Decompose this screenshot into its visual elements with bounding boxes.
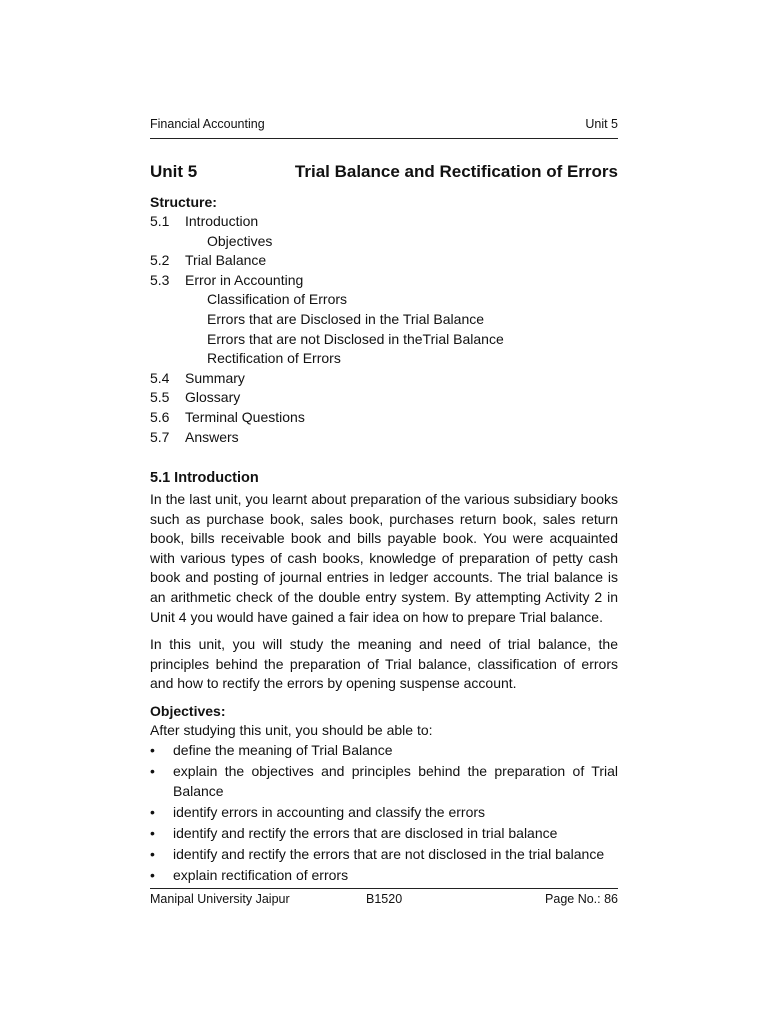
toc-item-number: 5.2: [150, 252, 170, 269]
toc-item-text: Trial Balance: [185, 252, 267, 269]
objective-item: [150, 845, 618, 865]
toc-subitem: [150, 310, 618, 330]
toc-item-text: Glossary: [185, 389, 241, 406]
bullet-icon: •: [150, 866, 155, 883]
objective-text: explain rectification of errors: [173, 866, 349, 883]
toc-item-number: 5.4: [150, 369, 170, 386]
toc-item-text: Objectives: [207, 232, 273, 249]
objective-item: [150, 762, 618, 801]
objectives-heading: Objectives:: [150, 703, 226, 719]
toc-item-number: 5.3: [150, 271, 170, 288]
toc-item-text: Rectification of Errors: [207, 350, 341, 367]
toc-item: [150, 408, 618, 428]
objective-text: define the meaning of Trial Balance: [173, 742, 393, 758]
running-footer: [150, 888, 618, 911]
bullet-icon: •: [150, 762, 155, 779]
objective-text: explain the objectives and principles behind the preparation of Trial Balance: [173, 762, 618, 799]
toc-subitem: [150, 290, 618, 310]
header-unit-label: Unit 5: [585, 117, 618, 131]
structure-heading: Structure:: [150, 194, 217, 210]
running-header: [150, 116, 618, 139]
toc-subitem: [150, 232, 618, 252]
footer-page-number: Page No.: 86: [545, 892, 618, 906]
objective-text: identify errors in accounting and classify the errors: [173, 803, 486, 820]
document-page: [150, 0, 618, 1024]
bullet-icon: •: [150, 803, 155, 820]
toc-item-number: 5.7: [150, 428, 170, 445]
objective-text: identify and rectify the errors that are disclosed in trial balance: [173, 824, 558, 841]
objective-item: [150, 866, 618, 886]
objective-item: [150, 824, 618, 844]
unit-name: Trial Balance and Rectification of Errors: [294, 162, 618, 181]
table-of-contents: [150, 212, 618, 447]
toc-item-text: Terminal Questions: [185, 408, 305, 425]
introduction-paragraph-2: In this unit, you will study the meaning and need of trial balance, the principles behind the preparation of Trial balance, classification of errors and how to rectify the errors by opening suspense account.: [150, 636, 618, 692]
toc-item: [150, 388, 618, 408]
toc-subitem: [150, 330, 618, 350]
objective-item: [150, 803, 618, 823]
toc-item-text: Errors that are Disclosed in the Trial Balance: [207, 310, 485, 327]
bullet-icon: •: [150, 742, 155, 758]
objectives-list: [150, 741, 618, 887]
toc-item-text: Error in Accounting: [185, 271, 304, 288]
bullet-icon: •: [150, 824, 155, 841]
introduction-paragraph-1: In the last unit, you learnt about preparation of the various subsidiary books such as purchase book, sales book, purchases return book, sales return book, bills receivable book and bills payable book. You were acquainted with various types of cash books, knowledge of preparation of petty cash book and posting of journal entries in ledger accounts. The trial balance is an arithmetic check of the double entry system. By attempting Activity 2 in Unit 4 you would have gained a fair idea on how to prepare Trial balance.: [150, 491, 618, 625]
toc-item: [150, 428, 618, 448]
toc-item-number: 5.1: [150, 213, 170, 229]
toc-item-text: Summary: [185, 369, 245, 386]
header-course-title: Financial Accounting: [150, 117, 265, 131]
unit-number: Unit 5: [150, 162, 198, 181]
section-heading-introduction: 5.1 Introduction: [150, 470, 259, 486]
toc-item-number: 5.6: [150, 408, 170, 425]
objectives-intro: After studying this unit, you should be able to:: [150, 722, 433, 738]
toc-item: [150, 271, 618, 291]
toc-item-number: 5.5: [150, 389, 170, 406]
bullet-icon: •: [150, 845, 155, 862]
toc-subitem: [150, 349, 618, 369]
toc-item: [150, 251, 618, 271]
objective-item: [150, 741, 618, 761]
toc-item-text: Classification of Errors: [207, 291, 348, 308]
toc-item-text: Introduction: [185, 213, 259, 229]
toc-item: [150, 369, 618, 389]
footer-university: Manipal University Jaipur: [150, 892, 290, 906]
toc-item-text: Answers: [185, 428, 239, 445]
toc-item: [150, 212, 618, 232]
objective-text: identify and rectify the errors that are not disclosed in the trial balance: [173, 845, 605, 862]
footer-course-code: B1520: [366, 892, 403, 906]
toc-item-text: Errors that are not Disclosed in theTrial Balance: [207, 330, 504, 347]
